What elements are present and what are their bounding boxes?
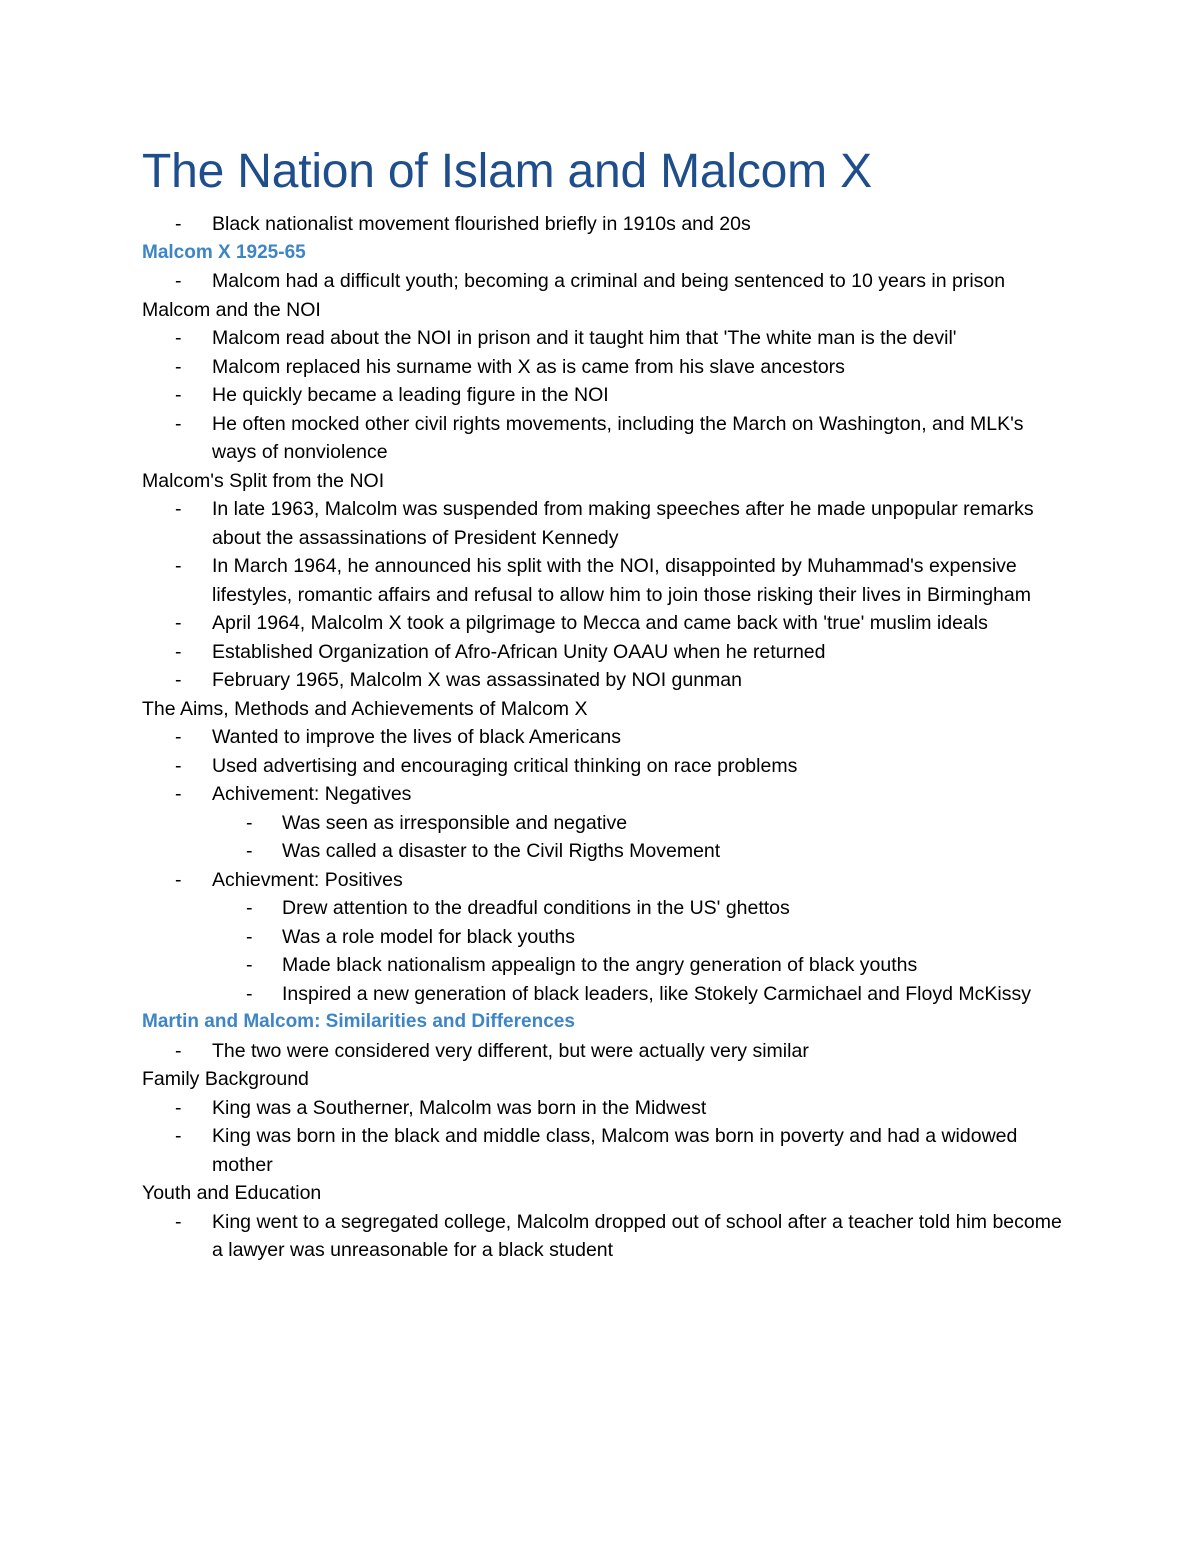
dash-bullet: - (175, 669, 182, 691)
family-list (142, 1094, 1062, 1180)
subheading-malcom-and-noi: Malcom and the NOI (142, 298, 321, 321)
document-title: The Nation of Islam and Malcom X (142, 145, 872, 198)
list-item: - Black nationalist movement flourished briefly in 1910s and 20s (142, 210, 1062, 239)
list-item: - He often mocked other civil rights movements, including the March on Washington, and MLK's ways of nonviolence (142, 410, 1062, 467)
dash-bullet: - (175, 555, 182, 577)
dash-bullet: - (246, 897, 253, 919)
section-heading-martin-and-malcom: Martin and Malcom: Similarities and Differences (142, 1011, 575, 1032)
list-item: - April 1964, Malcolm X took a pilgrimage to Mecca and came back with 'true' muslim ideals (142, 609, 1062, 638)
list-item: - Inspired a new generation of black leaders, like Stokely Carmichael and Floyd McKissy (142, 980, 1062, 1009)
dash-bullet: - (175, 726, 182, 748)
list-item: - He quickly became a leading figure in the NOI (142, 381, 1062, 410)
dash-bullet: - (175, 754, 182, 777)
subheading-youth-education: Youth and Education (142, 1182, 322, 1204)
section-heading-malcom-x: Malcom X 1925-65 (142, 241, 306, 263)
dash-bullet: - (175, 783, 182, 805)
malcom-noi-list (142, 324, 1062, 467)
list-item: - Achievment: Positives - Drew attention to the dreadful conditions in the US' ghettos - Was a role model for black youths - Made black nationalism appealign to the angry generation of black youths - Inspired a new generation of black leaders, like Stokely Carmichael and Floyd McKissy (142, 866, 1062, 1009)
list-item: - Drew attention to the dreadful conditions in the US' ghettos (142, 894, 1062, 923)
dash-bullet: - (175, 640, 182, 663)
dash-bullet: - (175, 355, 182, 378)
dash-bullet: - (246, 925, 253, 948)
dash-bullet: - (175, 1210, 182, 1233)
list-item: - Malcom read about the NOI in prison and it taught him that 'The white man is the devil' (142, 324, 1062, 353)
dash-bullet: - (175, 498, 182, 520)
dash-bullet: - (175, 270, 182, 292)
dash-bullet: - (246, 811, 253, 834)
list-item: - King went to a segregated college, Malcolm dropped out of school after a teacher told him become a lawyer was unreasonable for a black student (142, 1208, 1062, 1265)
dash-bullet: - (175, 1096, 182, 1119)
list-item: - King was a Southerner, Malcolm was born in the Midwest (142, 1094, 1062, 1123)
dash-bullet: - (175, 612, 182, 634)
positives-list (142, 894, 1062, 1008)
list-item: - In late 1963, Malcolm was suspended from making speeches after he made unpopular remarks about the assassinations of President Kennedy (142, 495, 1062, 552)
intro-list (142, 210, 1062, 239)
list-item: - Made black nationalism appealign to the angry generation of black youths (142, 951, 1062, 980)
dash-bullet: - (175, 868, 182, 891)
dash-bullet: - (175, 384, 182, 406)
malcom-x-list (142, 267, 1062, 296)
subheading-split-from-noi: Malcom's Split from the NOI (142, 469, 385, 492)
list-item: - In March 1964, he announced his split with the NOI, disappointed by Muhammad's expensive lifestyles, romantic affairs and refusal to allow him to join those risking their lives in Birmingham (142, 552, 1062, 609)
list-item: - Was called a disaster to the Civil Rigths Movement (142, 837, 1062, 866)
list-item: - February 1965, Malcolm X was assassinated by NOI gunman (142, 666, 1062, 695)
dash-bullet: - (246, 840, 253, 862)
list-item: - The two were considered very different, but were actually very similar (142, 1037, 1062, 1066)
dash-bullet: - (175, 1125, 182, 1147)
comparison-list (142, 1037, 1062, 1066)
list-item: - Malcom had a difficult youth; becoming a criminal and being sentenced to 10 years in prison (142, 267, 1062, 296)
subheading-aims-methods: The Aims, Methods and Achievements of Malcom X (142, 697, 588, 720)
list-item: - Was seen as irresponsible and negative (142, 809, 1062, 838)
subheading-family-background: Family Background (142, 1068, 309, 1090)
list-item: - Was a role model for black youths (142, 923, 1062, 952)
list-item: - Used advertising and encouraging critical thinking on race problems (142, 752, 1062, 781)
aims-list (142, 723, 1062, 1008)
dash-bullet: - (175, 1039, 182, 1062)
document-page (142, 140, 1062, 1265)
dash-bullet: - (246, 954, 253, 976)
list-item: - Malcom replaced his surname with X as is came from his slave ancestors (142, 353, 1062, 382)
dash-bullet: - (175, 412, 182, 435)
negatives-list (142, 809, 1062, 866)
list-item: - King was born in the black and middle class, Malcom was born in poverty and had a widowed mother (142, 1122, 1062, 1179)
youth-list (142, 1208, 1062, 1265)
list-item: - Established Organization of Afro-African Unity OAAU when he returned (142, 638, 1062, 667)
split-list (142, 495, 1062, 695)
dash-bullet: - (246, 982, 253, 1005)
list-item: - Achivement: Negatives - Was seen as irresponsible and negative - Was called a disaster to the Civil Rigths Movement (142, 780, 1062, 866)
dash-bullet: - (175, 213, 182, 235)
dash-bullet: - (175, 327, 182, 349)
list-item: - Wanted to improve the lives of black Americans (142, 723, 1062, 752)
